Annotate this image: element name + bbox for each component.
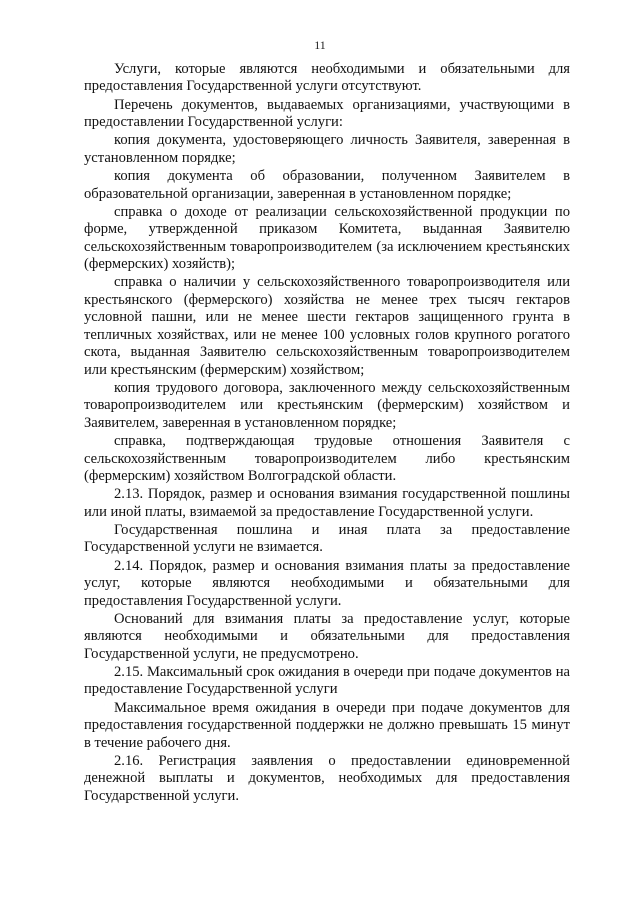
- paragraph-fee-not-charged: Государственная пошлина и иная плата за предоставление Государственной услуги не взимается.: [84, 521, 570, 556]
- paragraph-land-certificate: справка о наличии у сельскохозяйственного товаропроизводителя или крестьянского (фермерского) хозяйства не менее трех тысяч гектаров условной пашни, или не менее шести гектаров защищенного грунта в тепличных хозяйствах, или не менее 100 условных голов крупного рогатого скота, выданная Заявителю сельскохозяйственным товаропроизводителем или крестьянским (фермерским) хозяйством;: [84, 274, 570, 378]
- page-number: 11: [314, 38, 326, 52]
- paragraph-income-certificate: справка о доходе от реализации сельскохозяйственной продукции по форме, утвержденной приказом Комитета, выданная Заявителю сельскохозяйственным товаропроизводителем (за исключением крестьянских (фермерских) хозяйств);: [84, 203, 570, 273]
- paragraph-section-2-13: 2.13. Порядок, размер и основания взимания государственной пошлины или иной платы, взимаемой за предоставление Государственной услуги.: [84, 486, 570, 520]
- paragraph-services-absent: Услуги, которые являются необходимыми и обязательными для предоставления Государственной услуги отсутствуют.: [84, 61, 570, 95]
- paragraph-employment-contract: копия трудового договора, заключенного между сельскохозяйственным товаропроизводителем или крестьянским (фермерским) хозяйством и Заявителем, заверенная в установленном порядке;: [84, 379, 570, 431]
- document-body: [84, 61, 570, 806]
- paragraph-education-copy: копия документа об образовании, полученном Заявителем в образовательной организации, заверенная в установленном порядке;: [84, 168, 570, 202]
- paragraph-no-grounds-for-fee: Оснований для взимания платы за предоставление услуг, которые являются необходимыми и обязательными для предоставления Государственной услуги, не предусмотрено.: [84, 610, 570, 662]
- paragraph-section-2-16: 2.16. Регистрация заявления о предоставлении единовременной денежной выплаты и документов, необходимых для предоставления Государственной услуги.: [84, 752, 570, 804]
- paragraph-identity-copy: копия документа, удостоверяющего личность Заявителя, заверенная в установленном порядке;: [84, 132, 570, 166]
- paragraph-max-wait-time: Максимальное время ожидания в очереди при подаче документов для предоставления государственной поддержки не должно превышать 15 минут в течение рабочего дня.: [84, 699, 570, 751]
- paragraph-documents-list-intro: Перечень документов, выдаваемых организациями, участвующими в предоставлении Государственной услуги:: [84, 96, 570, 131]
- paragraph-section-2-14: 2.14. Порядок, размер и основания взимания платы за предоставление услуг, которые являются необходимыми и обязательными для предоставления Государственной услуги.: [84, 557, 570, 609]
- paragraph-employment-certificate: справка, подтверждающая трудовые отношения Заявителя с сельскохозяйственным товаропроизводителем либо крестьянским (фермерским) хозяйством Волгоградской области.: [84, 433, 570, 484]
- paragraph-section-2-15: 2.15. Максимальный срок ожидания в очереди при подаче документов на предоставление Государственной услуги: [84, 663, 570, 698]
